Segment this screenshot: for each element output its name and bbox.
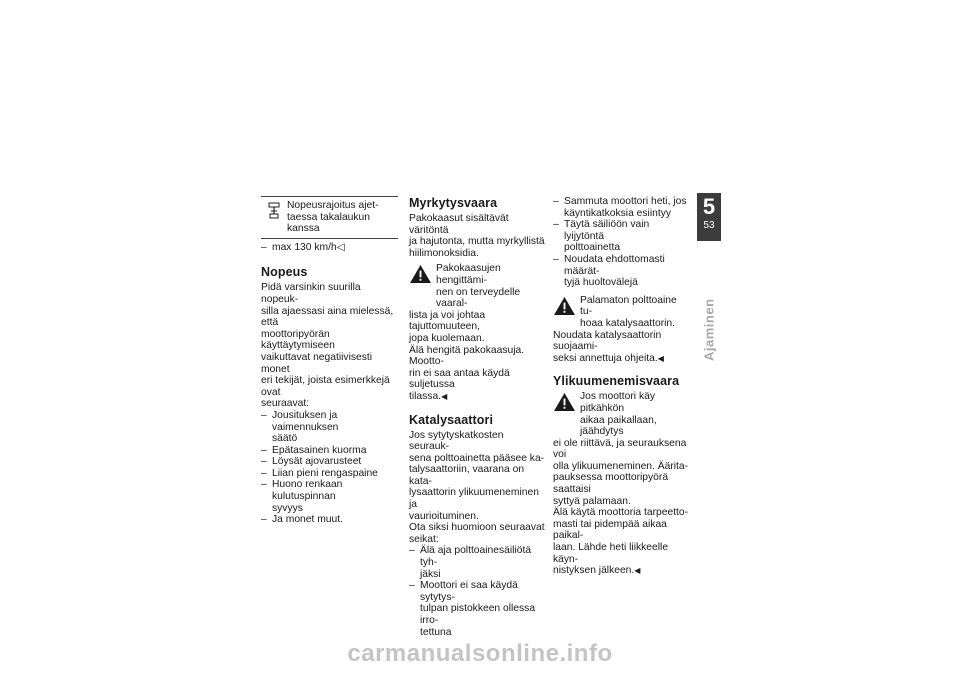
list-item: – Sammuta moottori heti, jos käyntikatkoksia esiintyy: [553, 196, 691, 219]
warning-icon: [553, 296, 576, 316]
note-line: Nopeusrajoitus ajet-: [287, 200, 379, 211]
watermark: carmanualsonline.info: [347, 640, 613, 667]
chapter-tab: [697, 193, 721, 241]
section-heading-poisoning: Myrkytysvaara: [409, 196, 498, 210]
catalyst-paragraph: Jos sytytyskatkosten seurauk- sena polttoainetta pääsee ka- talysaattoriin, vaarana on kata- lysaattorin ylikuumeneminen ja vaurioituminen. Ota siksi huomioon seuraavat seikat:: [409, 429, 545, 545]
column-2: [409, 196, 546, 638]
column-3: [553, 196, 691, 577]
section-heading-speed: Nopeus: [261, 265, 308, 280]
poisoning-warning: Pakokaasujen hengittämi- nen on terveydelle vaaral-: [409, 263, 546, 309]
section-heading-overheating: Ylikuumenemisvaara: [553, 374, 680, 389]
list-item: – Liian pieni rengaspaine: [261, 468, 398, 480]
catalyst-list: [409, 545, 546, 638]
warning-icon: [409, 264, 432, 284]
speed-factor-list: [261, 410, 398, 526]
chapter-title: Ajaminen: [701, 298, 717, 362]
fuel-warning: Palamaton polttoaine tu- hoaa katalysaattorin.: [553, 295, 691, 330]
list-item: – Jousituksen ja vaimennuksen säätö: [261, 410, 398, 445]
poisoning-warning-cont: lista ja voi johtaa tajuttomuuteen, jopa kuolemaan. Älä hengitä pakokaasuja. Mootto- rin ei saa antaa käydä suljetussa tilassa.◀: [409, 309, 525, 402]
column-1: [261, 196, 398, 526]
list-item: – Epätasainen kuorma: [261, 445, 398, 457]
poisoning-intro: Pakokaasut sisältävät väritöntä ja hajutonta, mutta myrkyllistä hiilimonoksidia.: [409, 213, 545, 259]
list-item: – Huono renkaan kulutuspinnan syvyys: [261, 479, 398, 514]
list-item: – Noudata ehdottomasti määrät- tyjä huoltovälejä: [553, 254, 691, 289]
page-number: 53: [703, 220, 715, 231]
fuel-warning-cont: Noudata katalysaattorin suojaami- seksi annettuja ohjeita.◀: [553, 329, 664, 364]
list-item: – Täytä säiliöön vain lyijytöntä polttoainetta: [553, 219, 691, 254]
overheat-paragraph: ei ole riittävä, ja seurauksena voi olla ylikuumeneminen. Ääritа- pauksessa moottoripyörä saattaisi syttyä palamaan. Älä käytä moottoria tarpeetto- masti tai pidempää aikaa paikal- laan. Lähde heti liikkeelle käyn- nistyksen jälkeen.◀: [553, 437, 689, 577]
speed-limit-note: [261, 196, 398, 239]
speed-limit-icon: [261, 200, 287, 235]
speed-paragraph: Pidä varsinkin suurilla nopeuk- silla ajaessasi aina mielessä, että moottoripyörän käyttäytymiseen vaikuttavat negatiivisesti monet eri tekijät, joista esimerkkejä ovat seuraavat:: [261, 282, 394, 410]
list-item: – Ja monet muut.: [261, 514, 398, 526]
chapter-number: 5: [702, 194, 716, 219]
warning-icon: [553, 392, 576, 412]
catalyst-list-cont: [553, 196, 691, 289]
list-item: – Löysät ajovarusteet: [261, 456, 398, 468]
section-heading-catalyst: Katalysaattori: [409, 412, 494, 427]
overheat-warning: Jos moottori käy pitkähkön aikaa paikallaan, jäähdytys: [553, 391, 691, 437]
list-item: – Älä aja polttoainesäiliötä tyh- jäksi: [409, 545, 546, 580]
list-item: – Moottori ei saa käydä sytytys- tulpan pistokkeen ollessa irro- tettuna: [409, 580, 546, 638]
speed-limit-value: – max 130 km/h◁: [261, 242, 398, 254]
note-line: taessa takalaukun kanssa: [287, 211, 371, 235]
